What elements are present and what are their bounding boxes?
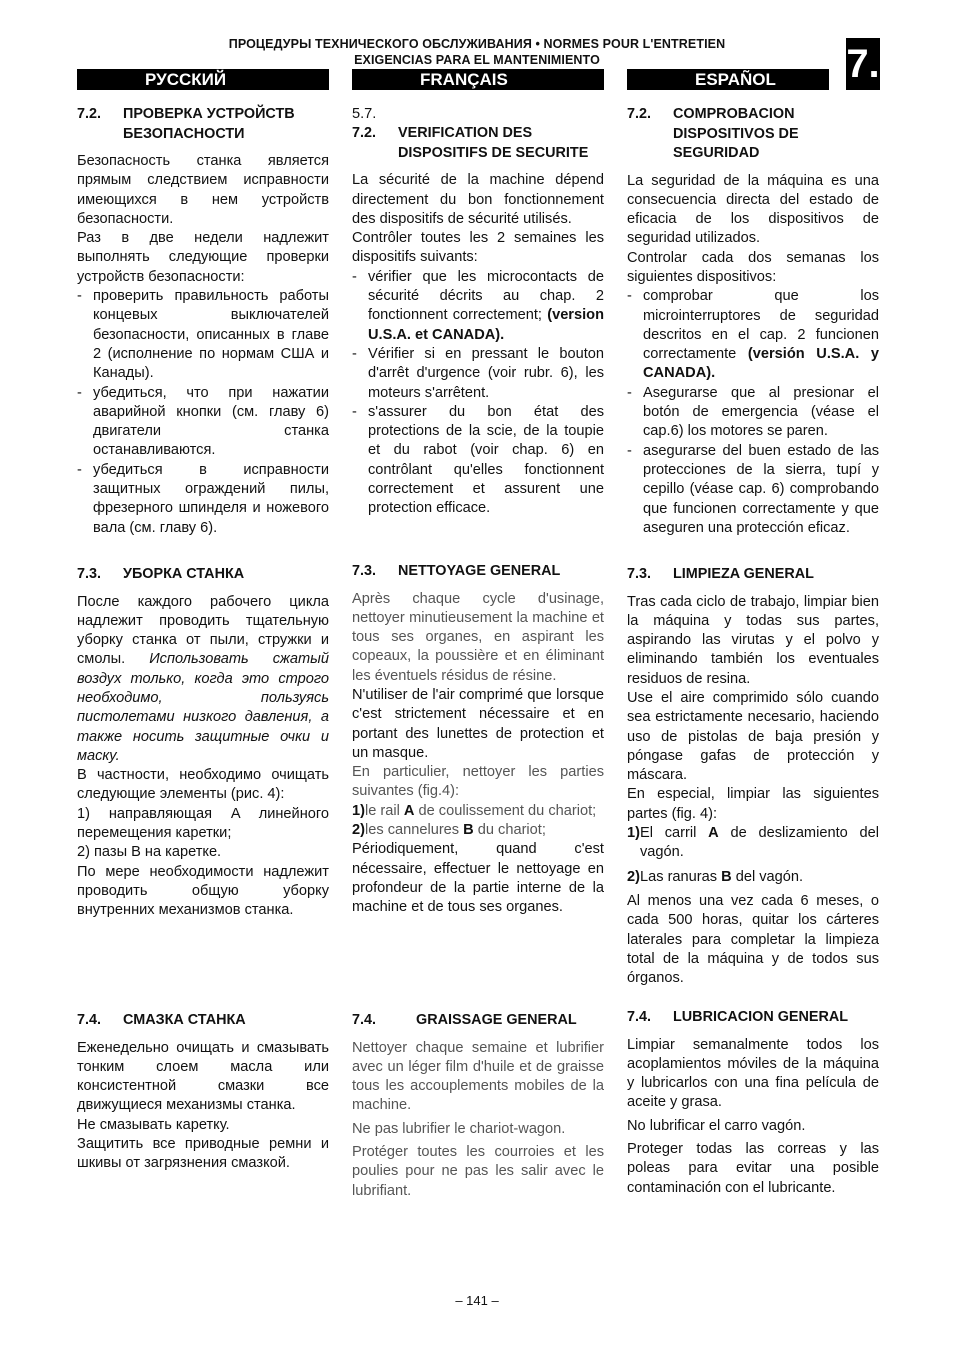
paragraph: Contrôler toutes les 2 semaines les dispositifs suivants: <box>352 230 604 266</box>
section-number: 7.4. <box>77 1012 102 1028</box>
list-item: 2) les cannelures B du chariot; <box>352 822 546 839</box>
ru-heading-7-4 <box>77 1011 329 1031</box>
section-title: GRAISSAGE GENERAL <box>416 1012 577 1028</box>
list-item: - s'assurer du bon état des protections de la scie, de la toupie et du rabot (voir chap. 6) en contrôlant qu'elles fonctionnent correctement et assurent une protection efficace. <box>352 403 604 519</box>
es-section-7-4 <box>627 1008 879 1198</box>
list-item: - comprobar que los microinterruptores de seguridad descritos en el cap. 2 funcionen correctamente (versión U.S.A. y CANADA). <box>627 287 879 383</box>
es-section-7-2 <box>627 105 879 538</box>
paragraph: La sécurité de la machine dépend directement du bon fonctionnement des dispositifs de sécurité utilisés. <box>352 172 604 227</box>
paragraph: Безопасность станка является прямым следствием исправности имеющихся в нем устройств безопасности. <box>77 153 329 227</box>
paragraph: Après chaque cycle d'usinage, nettoyer minutieusement la machine et tous ses organes, en aspirant les copeaux, la poussière et en éliminant les éventuels résidus de résine. <box>352 590 604 684</box>
list-item-text: убедиться в исправности защитных ограждений пилы, фрезерного шпинделя и ножевого вала (см. главу 6). <box>93 461 329 536</box>
paragraph: Use el aire comprimido sólo cuando sea estrictamente necesario, haciendo uso de pistolas de baja presión y póngase gafas de protección y máscara. <box>627 689 879 784</box>
list-item-text: Vérifier si en pressant le bouton d'arrêt d'urgence (voir rubr. 6), les moteurs s'arrêtent. <box>368 345 604 401</box>
paragraph: Controlar cada dos semanas los siguientes dispositivos: <box>627 249 879 285</box>
section-number: 7.3. <box>77 566 102 582</box>
section-number: 7.2. <box>352 125 377 142</box>
list-item-text: убедиться, что при нажатии аварийной кнопки (см. главу 6) двигатели станка останавливаются. <box>93 384 329 459</box>
paragraph: Ne pas lubrifier le chariot-wagon. <box>352 1120 566 1137</box>
paragraph: No lubrificar el carro vagón. <box>627 1117 806 1134</box>
list-item: 2) Las ranuras B del vagón. <box>627 868 804 885</box>
list-item-text: asegurarse del buen estado de las protecciones de la sierra, tupí y cepillo (véase cap. 6) comprobando que funcionen correctamente y que aseguren una protección eficaz. <box>643 442 879 536</box>
es-section-7-3 <box>627 565 879 988</box>
lang-bar-es: ESPAÑOL <box>627 69 829 90</box>
section-title: VERIFICATION DES DISPOSITIFS DE SECURITE <box>398 125 589 161</box>
section-title: ПРОВЕРКА УСТРОЙСТВ БЕЗОПАСНОСТИ <box>123 106 295 142</box>
header-line-1: ПРОЦЕДУРЫ ТЕХНИЧЕСКОГО ОБСЛУЖИВАНИЯ • NORMES POUR L'ENTRETIEN <box>228 37 726 51</box>
paragraph: En particulier, nettoyer les parties suivantes (fig.4): <box>352 764 604 800</box>
list-item-text: vérifier que les microcontacts de sécurité décrits au chap. 2 fonctionnent correctement; (version U.S.A. et CANADA). <box>368 268 604 343</box>
fr-section-7-4 <box>352 1011 604 1201</box>
section-title: LIMPIEZA GENERAL <box>673 566 814 582</box>
paragraph: La seguridad de la máquina es una consecuencia directa del estado de eficacia de los dispositivos de seguridad utilizados. <box>627 172 879 247</box>
paragraph: В частности, необходимо очищать следующие элементы (рис. 4): <box>77 767 329 803</box>
lang-bar-ru: РУССКИЙ <box>77 69 329 90</box>
section-number: 7.3. <box>352 563 377 579</box>
es-heading-7-4 <box>627 1008 879 1028</box>
paragraph: Protéger toutes les courroies et les poulies pour ne pas les salir avec le lubrifiant. <box>352 1143 604 1199</box>
es-heading-7-2 <box>627 105 879 164</box>
section-number: 7.4. <box>627 1009 652 1025</box>
list-item-text: Asegurarse que al presionar el botón de emergencia (véase el cap.6) los motores se paren. <box>643 384 879 440</box>
ru-section-7-4 <box>77 1011 329 1174</box>
paragraph: Al menos una vez cada 6 meses, o cada 500 horas, quitar los cárteres laterales para completar la limpieza total de la máquina y de todos sus órganos. <box>627 892 879 987</box>
section-number: 7.2. <box>77 106 102 122</box>
chapter-number: 7. <box>846 38 880 90</box>
paragraph: Раз в две недели надлежит выполнять следующие проверки устройств безопасности: <box>77 230 329 285</box>
header-line-2: EXIGENCIAS PARA EL MANTENIMIENTO <box>354 53 600 67</box>
fr-section-7-3 <box>352 562 604 918</box>
fr-heading-7-3 <box>352 562 604 582</box>
section-title: СМАЗКА СТАНКА <box>123 1012 246 1028</box>
paragraph: Nettoyer chaque semaine et lubrifier avec un léger film d'huile et de graisse tous les accouplements mobiles de la machine. <box>352 1039 604 1114</box>
ru-section-7-3 <box>77 565 329 921</box>
section-title: NETTOYAGE GENERAL <box>398 563 561 579</box>
list-item: - Asegurarse que al presionar el botón de emergencia (véase el cap.6) los motores se paren. <box>627 384 879 442</box>
section-title: LUBRICACION GENERAL <box>673 1009 849 1025</box>
section-prefix: 5.7. <box>352 106 377 122</box>
list-item: 1) El carril A de deslizamiento del vagón. <box>627 825 879 861</box>
list-item: - убедиться в исправности защитных ограждений пилы, фрезерного шпинделя и ножевого вала (см. главу 6). <box>77 461 329 538</box>
es-heading-7-3 <box>627 565 879 585</box>
section-title: УБОРКА СТАНКА <box>123 566 245 582</box>
ru-section-7-2 <box>77 105 329 538</box>
ru-heading-7-2 <box>77 105 329 144</box>
paragraph: Защитить все приводные ремни и шкивы от загрязнения смазкой. <box>77 1135 329 1172</box>
fr-heading-7-4 <box>352 1011 604 1031</box>
section-number: 7.3. <box>627 566 652 582</box>
lang-bar-fr: FRANÇAIS <box>352 69 604 90</box>
fr-section-7-2 <box>352 105 604 519</box>
page-number: – 141 – <box>455 1293 499 1308</box>
list-item-text: s'assurer du bon état des protections de la scie, de la toupie et du rabot (voir chap. 6) en contrôlant qu'elles fonctionnent correctement et assurent une protection efficace. <box>368 403 604 517</box>
section-number: 7.4. <box>352 1012 377 1028</box>
paragraph: Proteger todas las correas y las poleas para evitar una posible contaminación con el lubricante. <box>627 1140 879 1196</box>
list-item: - asegurarse del buen estado de las protecciones de la sierra, tupí y cepillo (véase cap. 6) comprobando que funcionen correctamente y que aseguren una protección eficaz. <box>627 442 879 538</box>
paragraph: 2) пазы B на каретке. <box>77 844 222 861</box>
fr-heading-7-2 <box>352 124 604 163</box>
ru-heading-7-3 <box>77 565 329 585</box>
paragraph: Périodiquement, quand c'est nécessaire, effectuer le nettoyage en profondeur de la partie interne de la machine et de tous ses organes. <box>352 841 604 916</box>
paragraph: Еженедельно очищать и смазывать тонким слоем масла или консистентной смазки все движущиеся механизмы станка. <box>77 1039 329 1114</box>
paragraph: En especial, limpiar las siguientes partes (fig. 4): <box>627 786 879 822</box>
paragraph: 1) направляющая A линейного перемещения каретки; <box>77 805 329 842</box>
paragraph: Limpiar semanalmente todos los acoplamientos móviles de la máquina y lubricarlos con una fina película de aceite y grasa. <box>627 1036 879 1111</box>
list-item: - Vérifier si en pressant le bouton d'arrêt d'urgence (voir rubr. 6), les moteurs s'arrêtent. <box>352 345 604 403</box>
section-title: COMPROBACION DISPOSITIVOS DE SEGURIDAD <box>673 106 799 161</box>
section-number: 7.2. <box>627 106 652 122</box>
paragraph: Не смазывать каретку. <box>77 1116 230 1133</box>
list-item-text: проверить правильность работы концевых выключателей безопасности, описанных в главе 2 (исполнение по нормам США и Канады). <box>93 288 329 382</box>
list-item: - vérifier que les microcontacts de sécurité décrits au chap. 2 fonctionnent correctement; (version U.S.A. et CANADA). <box>352 268 604 345</box>
paragraph: После каждого рабочего цикла надлежит проводить тщательную уборку станка от пыли, стружки и смолы. Использовать сжатый воздух только, когда это строго необходимо, пользуясь пистолетами низкого давления, а также носить защитные очки и маску. <box>77 593 329 764</box>
paragraph: Tras cada ciclo de trabajo, limpiar bien la máquina y todas sus partes, aspirando las virutas y el polvo y eliminando también los eventuales residuos de resina. <box>627 593 879 687</box>
paragraph: N'utiliser de l'air comprimé que lorsque c'est strictement nécessaire et en portant des lunettes de protection et un masque. <box>352 686 604 761</box>
list-item: 1) le rail A de coulissement du chariot; <box>352 802 597 819</box>
list-item-text: comprobar que los microinterruptores de seguridad descritos en el cap. 2 funcionen correctamente (versión U.S.A. y CANADA). <box>643 288 879 382</box>
list-item: - убедиться, что при нажатии аварийной кнопки (см. главу 6) двигатели станка останавливаются. <box>77 384 329 461</box>
list-item: - проверить правильность работы концевых выключателей безопасности, описанных в главе 2 (исполнение по нормам США и Канады). <box>77 287 329 383</box>
paragraph: По мере необходимости надлежит проводить общую уборку внутренних механизмов станка. <box>77 863 329 919</box>
